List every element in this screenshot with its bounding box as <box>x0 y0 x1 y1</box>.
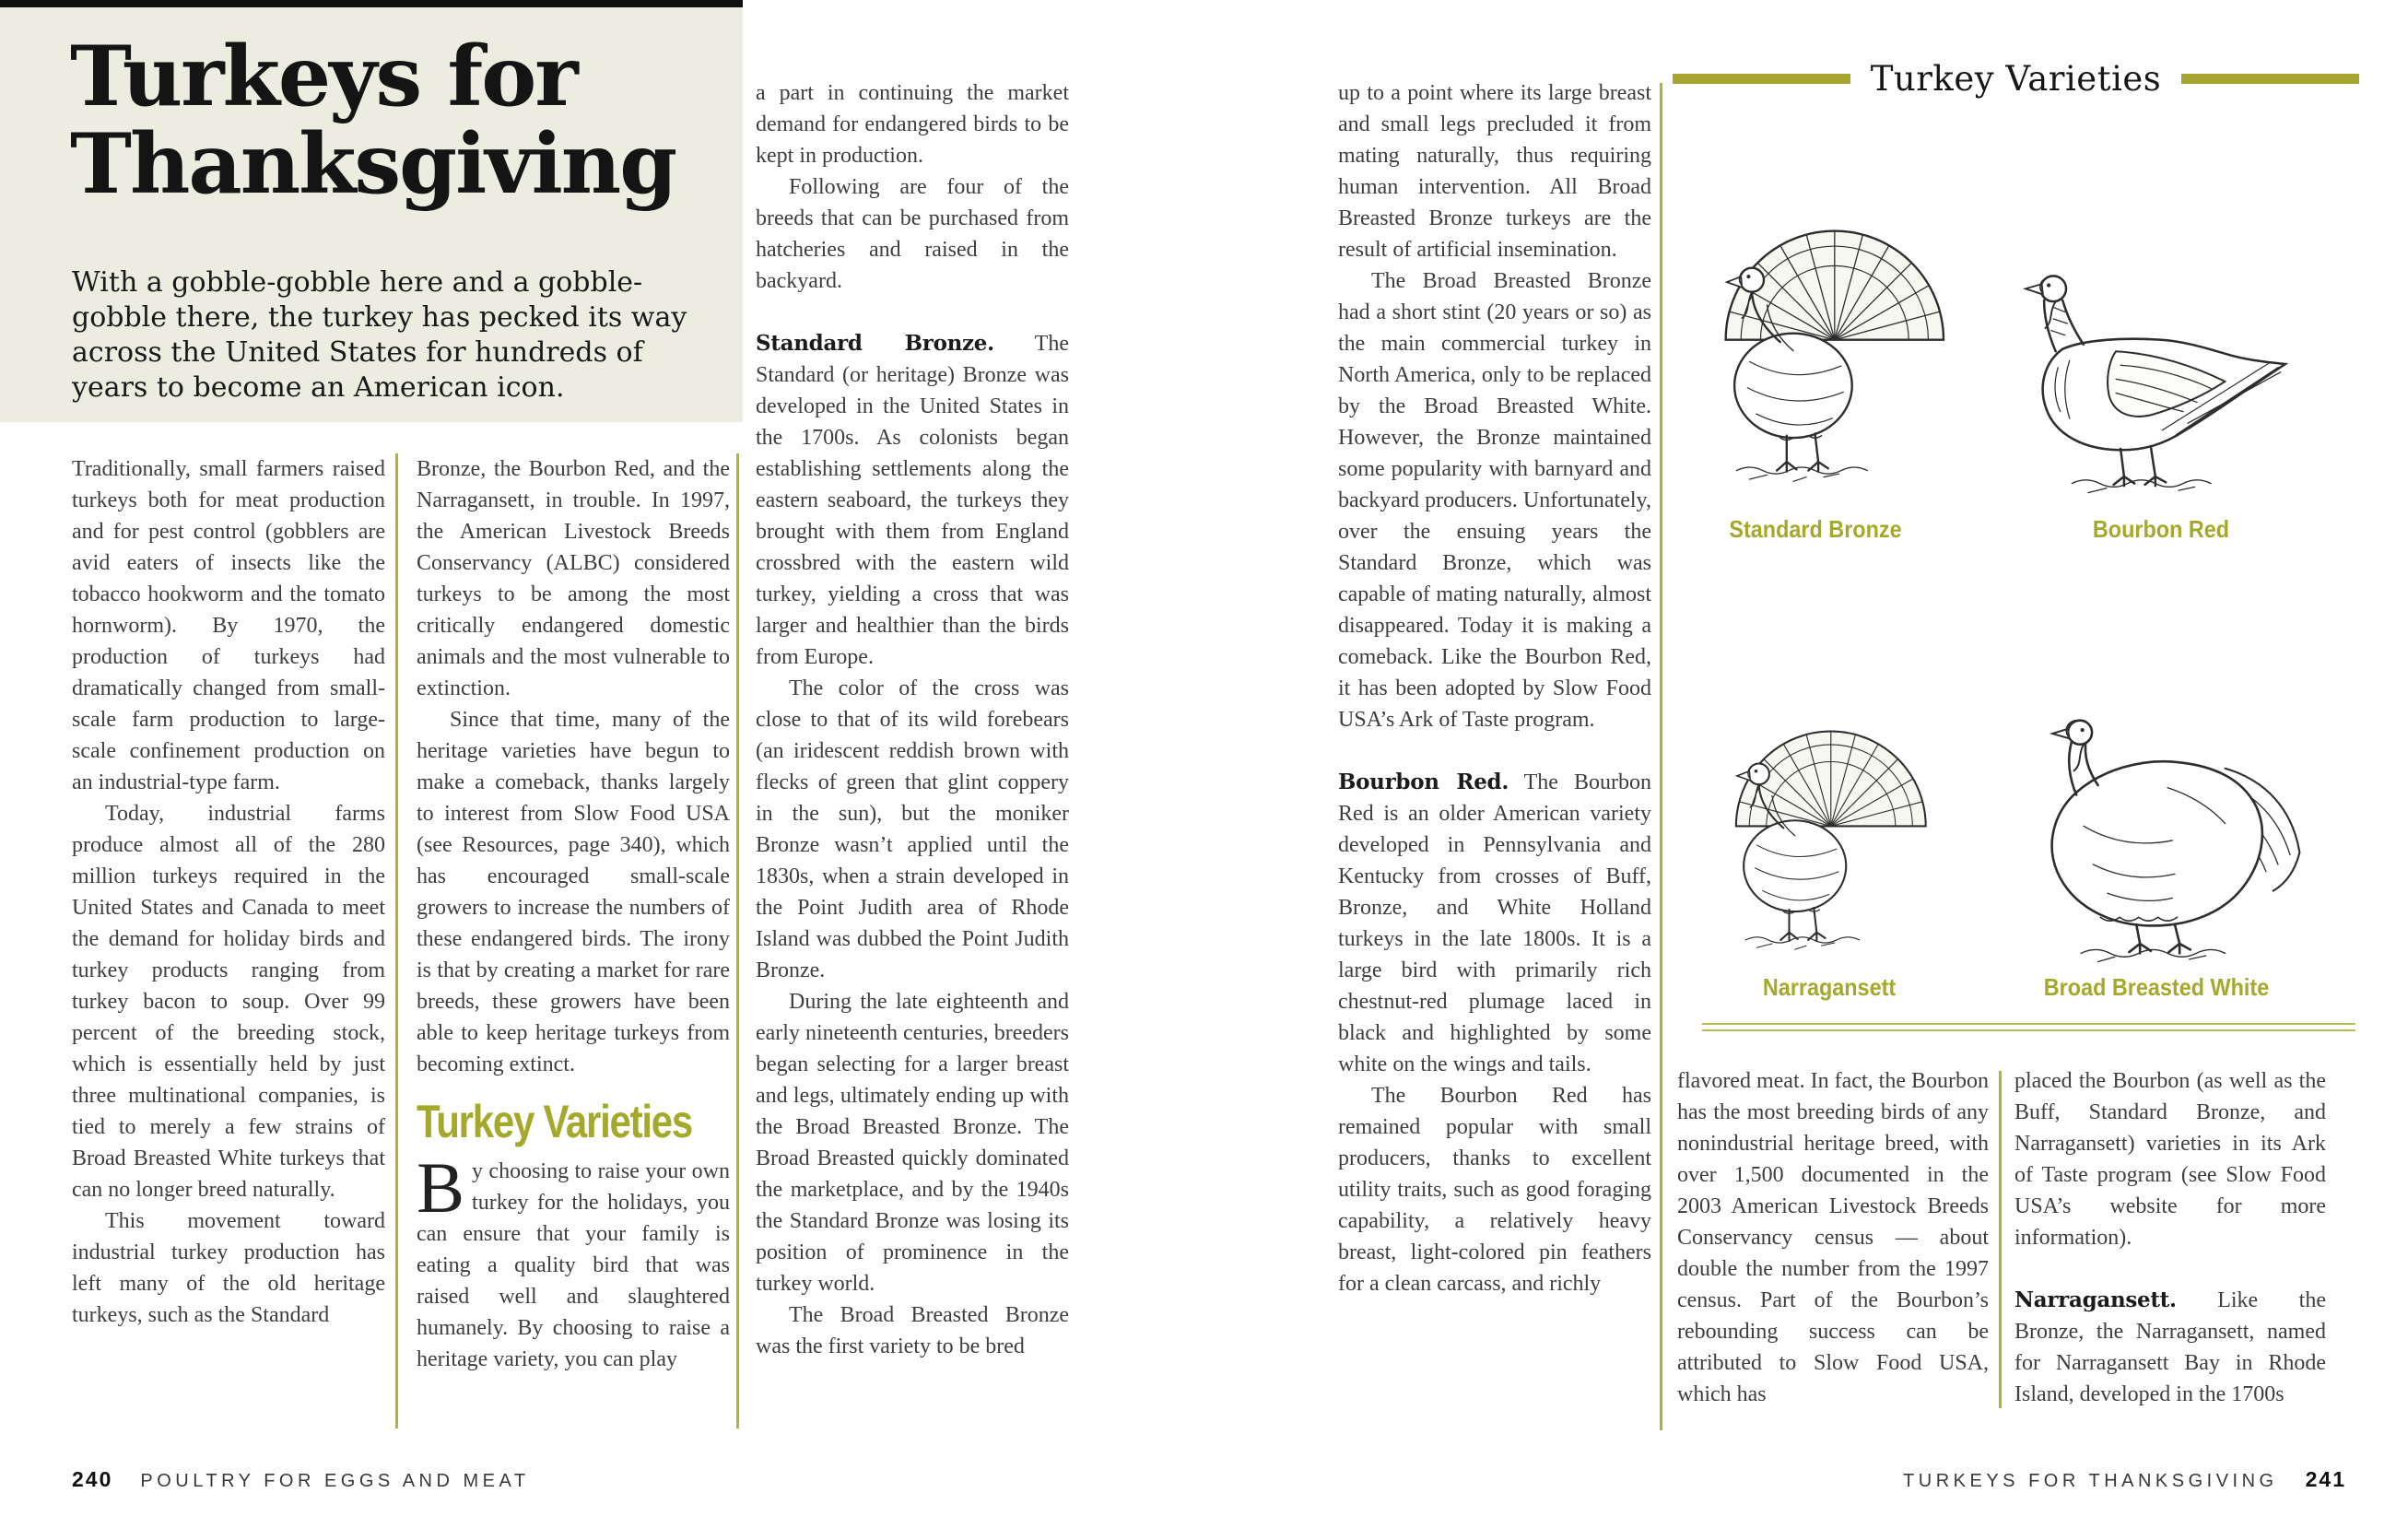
drop-cap: B <box>417 1147 465 1228</box>
page-number: 241 <box>2305 1467 2346 1491</box>
page-title-line2: Thanksgiving <box>70 115 676 213</box>
text-column-1 <box>72 453 385 1432</box>
body-text: The Standard (or heritage) Bronze was developed in the United States in the 1700s. As colonists began establishing settlements along the eastern seaboard, the turkeys they brought with them from England crossbred with the eastern wild turkey, yielding a cross that was larger and healthier than the birds from Europe. <box>756 332 1069 669</box>
body-paragraph: Following are four of the breeds that can be purchased from hatcheries and raised in the backyard. <box>756 175 1069 293</box>
panel-bottom-rule <box>1702 1023 2355 1025</box>
page-title <box>70 28 752 213</box>
page-top-edge <box>0 0 743 7</box>
running-head: TURKEYS FOR THANKSGIVING <box>1903 1471 2278 1491</box>
body-text: The Bourbon Red is an older American variety developed in Pennsylvania and Kentucky from crosses of Buff, Bronze, and White Holland turkeys in the late 1800s. It is a large bird with primarily rich chestnut-red plumage laced in black and highlighted by some white on the wings and tails. <box>1338 770 1651 1076</box>
body-paragraph: a part in continuing the market demand for endangered birds to be kept in production. <box>756 81 1069 168</box>
text-column-5 <box>1677 1065 1989 1410</box>
breed-lead: Narragansett. <box>2014 1287 2177 1312</box>
page-number: 240 <box>72 1467 113 1491</box>
text-column-2 <box>417 453 730 1432</box>
standard-bronze-illustration <box>1693 144 1955 503</box>
variety-label-narragansett: Narragansett <box>1762 973 1897 1001</box>
variety-label-bourbon-red: Bourbon Red <box>2092 515 2230 543</box>
body-paragraph: The Bourbon Red has remained popular with small producers, thanks to excellent utility traits, such as good foraging capability, a relatively heavy breast, light-colored pin feathers for a clean carcass, and richly <box>1338 1084 1651 1296</box>
variety-label-standard-bronze: Standard Bronze <box>1729 515 1902 543</box>
body-paragraph-dropcap <box>417 1147 730 1375</box>
body-paragraph: During the late eighteenth and early nineteenth centuries, breeders began selecting for a larger breast and legs, ultimately ending up with the Broad Breasted Bronze. The Broad Breasted quickly dominated the marketplace, and by the 1940s the Standard Bronze was losing its position of prominence in the turkey world. <box>756 990 1069 1296</box>
right-page-footer <box>1903 1467 2346 1492</box>
page-subtitle: With a gobble-gobble here and a gobble-gobble there, the turkey has pecked its way across the United States for hundreds of years to become an American icon. <box>72 266 687 404</box>
breed-paragraph <box>1338 767 1651 1080</box>
body-text: Like the Bronze, the Narragansett, named for Narragansett Bay in Rhode Island, developed in the 1700s <box>2014 1288 2326 1406</box>
breed-lead: Bourbon Red. <box>1338 770 1509 794</box>
panel-title: Turkey Varieties <box>1870 58 2162 99</box>
panel-rule-right <box>2181 74 2359 84</box>
broad-breasted-white-illustration <box>1997 682 2309 968</box>
text-column-6 <box>2014 1065 2326 1410</box>
left-page-footer <box>72 1467 530 1492</box>
bourbon-red-illustration <box>1981 247 2295 508</box>
running-head: POULTRY FOR EGGS AND MEAT <box>140 1471 530 1491</box>
variety-label-broad-breasted-white: Broad Breasted White <box>2043 973 2270 1001</box>
page-title-line1: Turkeys for <box>70 28 577 125</box>
panel-header <box>1673 52 2359 105</box>
body-paragraph: The color of the cross was close to that of its wild forebears (an iridescent reddish brown with flecks of green that glint coppery in the sun), but the moniker Bronze wasn’t applied until the 1830s, when a strain developed in the Point Judith area of Rhode Island was dubbed the Point Judith Bronze. <box>756 676 1069 982</box>
body-paragraph: Traditionally, small farmers raised turkeys both for meat production and for pest control (gobblers are avid eaters of insects like the tobacco hookworm and the tomato hornworm). By 1970, the production of turkeys had dramatically changed from small-scale farm production to large-scale confinement production on an industrial-type farm. <box>72 457 385 794</box>
breed-paragraph <box>756 328 1069 673</box>
body-text: y choosing to raise your own turkey for the holidays, you can ensure that your family is eating a quality bird that was raised well and slaughtered humanely. By choosing to raise a heritage variety, you can play <box>417 1159 730 1371</box>
body-paragraph: flavored meat. In fact, the Bourbon has the most breeding birds of any nonindustrial heritage breed, with over 1,500 documented in the 2003 American Livestock Breeds Conservancy census — about double the number from the 1997 census. Part of the Bourbon’s rebounding success can be attributed to Slow Food USA, which has <box>1677 1069 1989 1406</box>
body-paragraph: The Broad Breasted Bronze had a short stint (20 years or so) as the main commercial turkey in North America, only to be replaced by the Broad Breasted White. However, the Bronze maintained some popularity with barnyard and backyard producers. Unfortunately, over the ensuing years the Standard Bronze, which was capable of mating naturally, almost disappeared. Today it is making a comeback. Like the Bourbon Red, it has been adopted by Slow Food USA’s Ark of Taste program. <box>1338 269 1651 732</box>
column-rule <box>395 453 398 1428</box>
panel-rule-left <box>1673 74 1850 84</box>
breed-paragraph <box>2014 1285 2326 1410</box>
body-paragraph: Since that time, many of the heritage varieties have begun to make a comeback, thanks largely to interest from Slow Food USA (see Resources, page 340), which has encouraged small-scale growers to increase the numbers of these endangered birds. The irony is that by creating a market for rare breeds, these growers have been able to keep heritage turkeys from becoming extinct. <box>417 708 730 1076</box>
narragansett-illustration <box>1708 655 1935 969</box>
breed-lead: Standard Bronze. <box>756 331 994 356</box>
column-rule <box>1660 83 1662 1430</box>
body-paragraph: placed the Bourbon (as well as the Buff, Standard Bronze, and Narragansett) varieties in its Ark of Taste program (see Slow Food USA’s website for more information). <box>2014 1069 2326 1250</box>
text-column-4 <box>1338 77 1651 1440</box>
body-paragraph: The Broad Breasted Bronze was the first variety to be bred <box>756 1303 1069 1358</box>
panel-bottom-rule <box>1702 1029 2355 1031</box>
body-paragraph: Bronze, the Bourbon Red, and the Narragansett, in trouble. In 1997, the American Livestock Breeds Conservancy (ALBC) considered turkeys to be among the most critically endangered domestic animals and the most vulnerable to extinction. <box>417 457 730 700</box>
turkey-varieties-panel <box>1673 52 2359 1042</box>
column-rule <box>1999 1071 2002 1408</box>
text-column-3 <box>756 77 1069 1440</box>
section-heading: Turkey Varieties <box>417 1096 692 1147</box>
body-paragraph: Today, industrial farms produce almost all of the 280 million turkeys required in the United States and Canada to meet the demand for holiday birds and turkey products ranging from turkey bacon to soup. Over 99 percent of the breeding stock, which is essentially held by just three multinational companies, is tied to merely a few strains of Broad Breasted White turkeys that can no longer breed naturally. <box>72 802 385 1202</box>
body-paragraph: up to a point where its large breast and small legs precluded it from mating naturally, thus requiring human intervention. All Broad Breasted Bronze turkeys are the result of artificial insemination. <box>1338 81 1651 262</box>
column-rule <box>736 453 739 1428</box>
body-paragraph: This movement toward industrial turkey production has left many of the old heritage turkeys, such as the Standard <box>72 1209 385 1327</box>
